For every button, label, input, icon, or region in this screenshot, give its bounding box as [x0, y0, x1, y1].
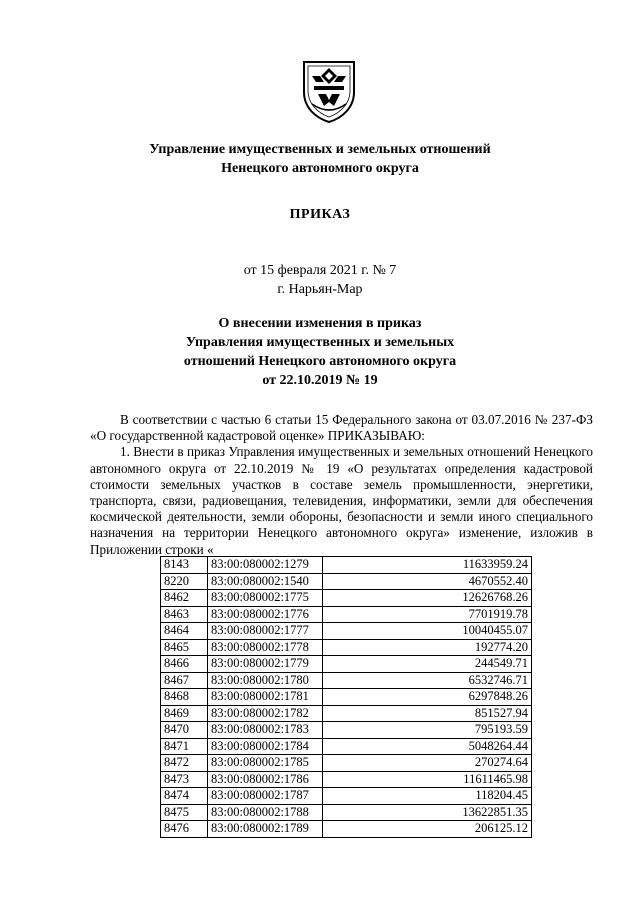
cadastral-number-cell: 83:00:080002:1776	[208, 606, 323, 623]
table-row	[161, 821, 532, 838]
cadastral-value-cell: 12626768.26	[323, 590, 532, 607]
paragraph-preamble: В соответствии с частью 6 статьи 15 Федерального закона от 03.07.2016 № 237-ФЗ «О государственной кадастровой оценке» ПРИКАЗЫВАЮ:	[90, 412, 593, 444]
table-row	[161, 656, 532, 673]
row-number-cell: 8473	[161, 771, 208, 788]
cadastral-number-cell: 83:00:080002:1789	[208, 821, 323, 838]
cadastral-number-cell: 83:00:080002:1780	[208, 672, 323, 689]
table-row	[161, 755, 532, 772]
row-number-cell: 8143	[161, 557, 208, 574]
row-number-cell: 8220	[161, 573, 208, 590]
row-number-cell: 8468	[161, 689, 208, 706]
cadastral-number-cell: 83:00:080002:1540	[208, 573, 323, 590]
table-row	[161, 672, 532, 689]
table-row	[161, 573, 532, 590]
cadastral-value-cell: 13622851.35	[323, 804, 532, 821]
cadastral-value-cell: 6297848.26	[323, 689, 532, 706]
subject-line-2: Управления имущественных и земельных	[185, 335, 455, 350]
cadastral-value-cell: 118204.45	[323, 788, 532, 805]
document-body	[90, 412, 593, 558]
cadastral-number-cell: 83:00:080002:1781	[208, 689, 323, 706]
cadastral-value-cell: 10040455.07	[323, 623, 532, 640]
cadastral-number-cell: 83:00:080002:1775	[208, 590, 323, 607]
cadastral-value-cell: 192774.20	[323, 639, 532, 656]
paragraph-item-1: 1. Внести в приказ Управления имущественных и земельных отношений Ненецкого автономного округа от 22.10.2019 № 19 «О результатах определения кадастровой стоимости земельных участков в составе земель промышленности, энергетики, транспорта, связи, радиовещания, телевидения, информатики, земли для обеспечения космической деятельности, земли обороны, безопасности и земли иного специального назначения на территории Ненецкого автономного округа» изменение, изложив в Приложении строки «	[90, 444, 593, 557]
agency-name	[0, 140, 640, 178]
document-place: г. Нарьян-Мар	[277, 282, 363, 297]
table-row	[161, 590, 532, 607]
table-row	[161, 705, 532, 722]
cadastral-value-cell: 270274.64	[323, 755, 532, 772]
table-row	[161, 557, 532, 574]
subject-line-1: О внесении изменения в приказ	[218, 316, 422, 331]
row-number-cell: 8470	[161, 722, 208, 739]
row-number-cell: 8469	[161, 705, 208, 722]
table-row	[161, 722, 532, 739]
table-row	[161, 623, 532, 640]
document-date: от 15 февраля 2021 г. № 7	[243, 263, 397, 278]
cadastral-number-cell: 83:00:080002:1778	[208, 639, 323, 656]
subject-line-3: отношений Ненецкого автономного округа	[183, 354, 457, 369]
cadastral-number-cell: 83:00:080002:1279	[208, 557, 323, 574]
date-place-block	[0, 261, 640, 299]
cadastral-value-cell: 244549.71	[323, 656, 532, 673]
row-number-cell: 8471	[161, 738, 208, 755]
cadastral-value-cell: 11633959.24	[323, 557, 532, 574]
row-number-cell: 8463	[161, 606, 208, 623]
cadastral-value-cell: 5048264.44	[323, 738, 532, 755]
row-number-cell: 8475	[161, 804, 208, 821]
cadastral-value-cell: 4670552.40	[323, 573, 532, 590]
row-number-cell: 8464	[161, 623, 208, 640]
row-number-cell: 8462	[161, 590, 208, 607]
row-number-cell: 8472	[161, 755, 208, 772]
subject-line-4: от 22.10.2019 № 19	[262, 373, 378, 388]
cadastral-value-cell: 11611465.98	[323, 771, 532, 788]
cadastral-number-cell: 83:00:080002:1787	[208, 788, 323, 805]
table-row	[161, 788, 532, 805]
row-number-cell: 8467	[161, 672, 208, 689]
cadastral-number-cell: 83:00:080002:1783	[208, 722, 323, 739]
table-row	[161, 689, 532, 706]
agency-line-1: Управление имущественных и земельных отношений	[149, 142, 491, 157]
table-row	[161, 738, 532, 755]
cadastral-value-cell: 795193.59	[323, 722, 532, 739]
cadastral-number-cell: 83:00:080002:1786	[208, 771, 323, 788]
cadastral-number-cell: 83:00:080002:1785	[208, 755, 323, 772]
cadastral-value-cell: 6532746.71	[323, 672, 532, 689]
row-number-cell: 8465	[161, 639, 208, 656]
coat-of-arms-icon	[300, 58, 358, 124]
cadastral-value-table	[160, 556, 532, 838]
cadastral-value-cell: 851527.94	[323, 705, 532, 722]
cadastral-value-cell: 206125.12	[323, 821, 532, 838]
table-row	[161, 771, 532, 788]
cadastral-number-cell: 83:00:080002:1788	[208, 804, 323, 821]
cadastral-number-cell: 83:00:080002:1777	[208, 623, 323, 640]
row-number-cell: 8474	[161, 788, 208, 805]
table-row	[161, 804, 532, 821]
row-number-cell: 8476	[161, 821, 208, 838]
table-row	[161, 606, 532, 623]
cadastral-number-cell: 83:00:080002:1782	[208, 705, 323, 722]
table-row	[161, 639, 532, 656]
agency-line-2: Ненецкого автономного округа	[221, 161, 419, 176]
cadastral-number-cell: 83:00:080002:1784	[208, 738, 323, 755]
document-type: ПРИКАЗ	[289, 207, 351, 222]
row-number-cell: 8466	[161, 656, 208, 673]
cadastral-value-cell: 7701919.78	[323, 606, 532, 623]
document-subject	[0, 314, 640, 390]
cadastral-number-cell: 83:00:080002:1779	[208, 656, 323, 673]
